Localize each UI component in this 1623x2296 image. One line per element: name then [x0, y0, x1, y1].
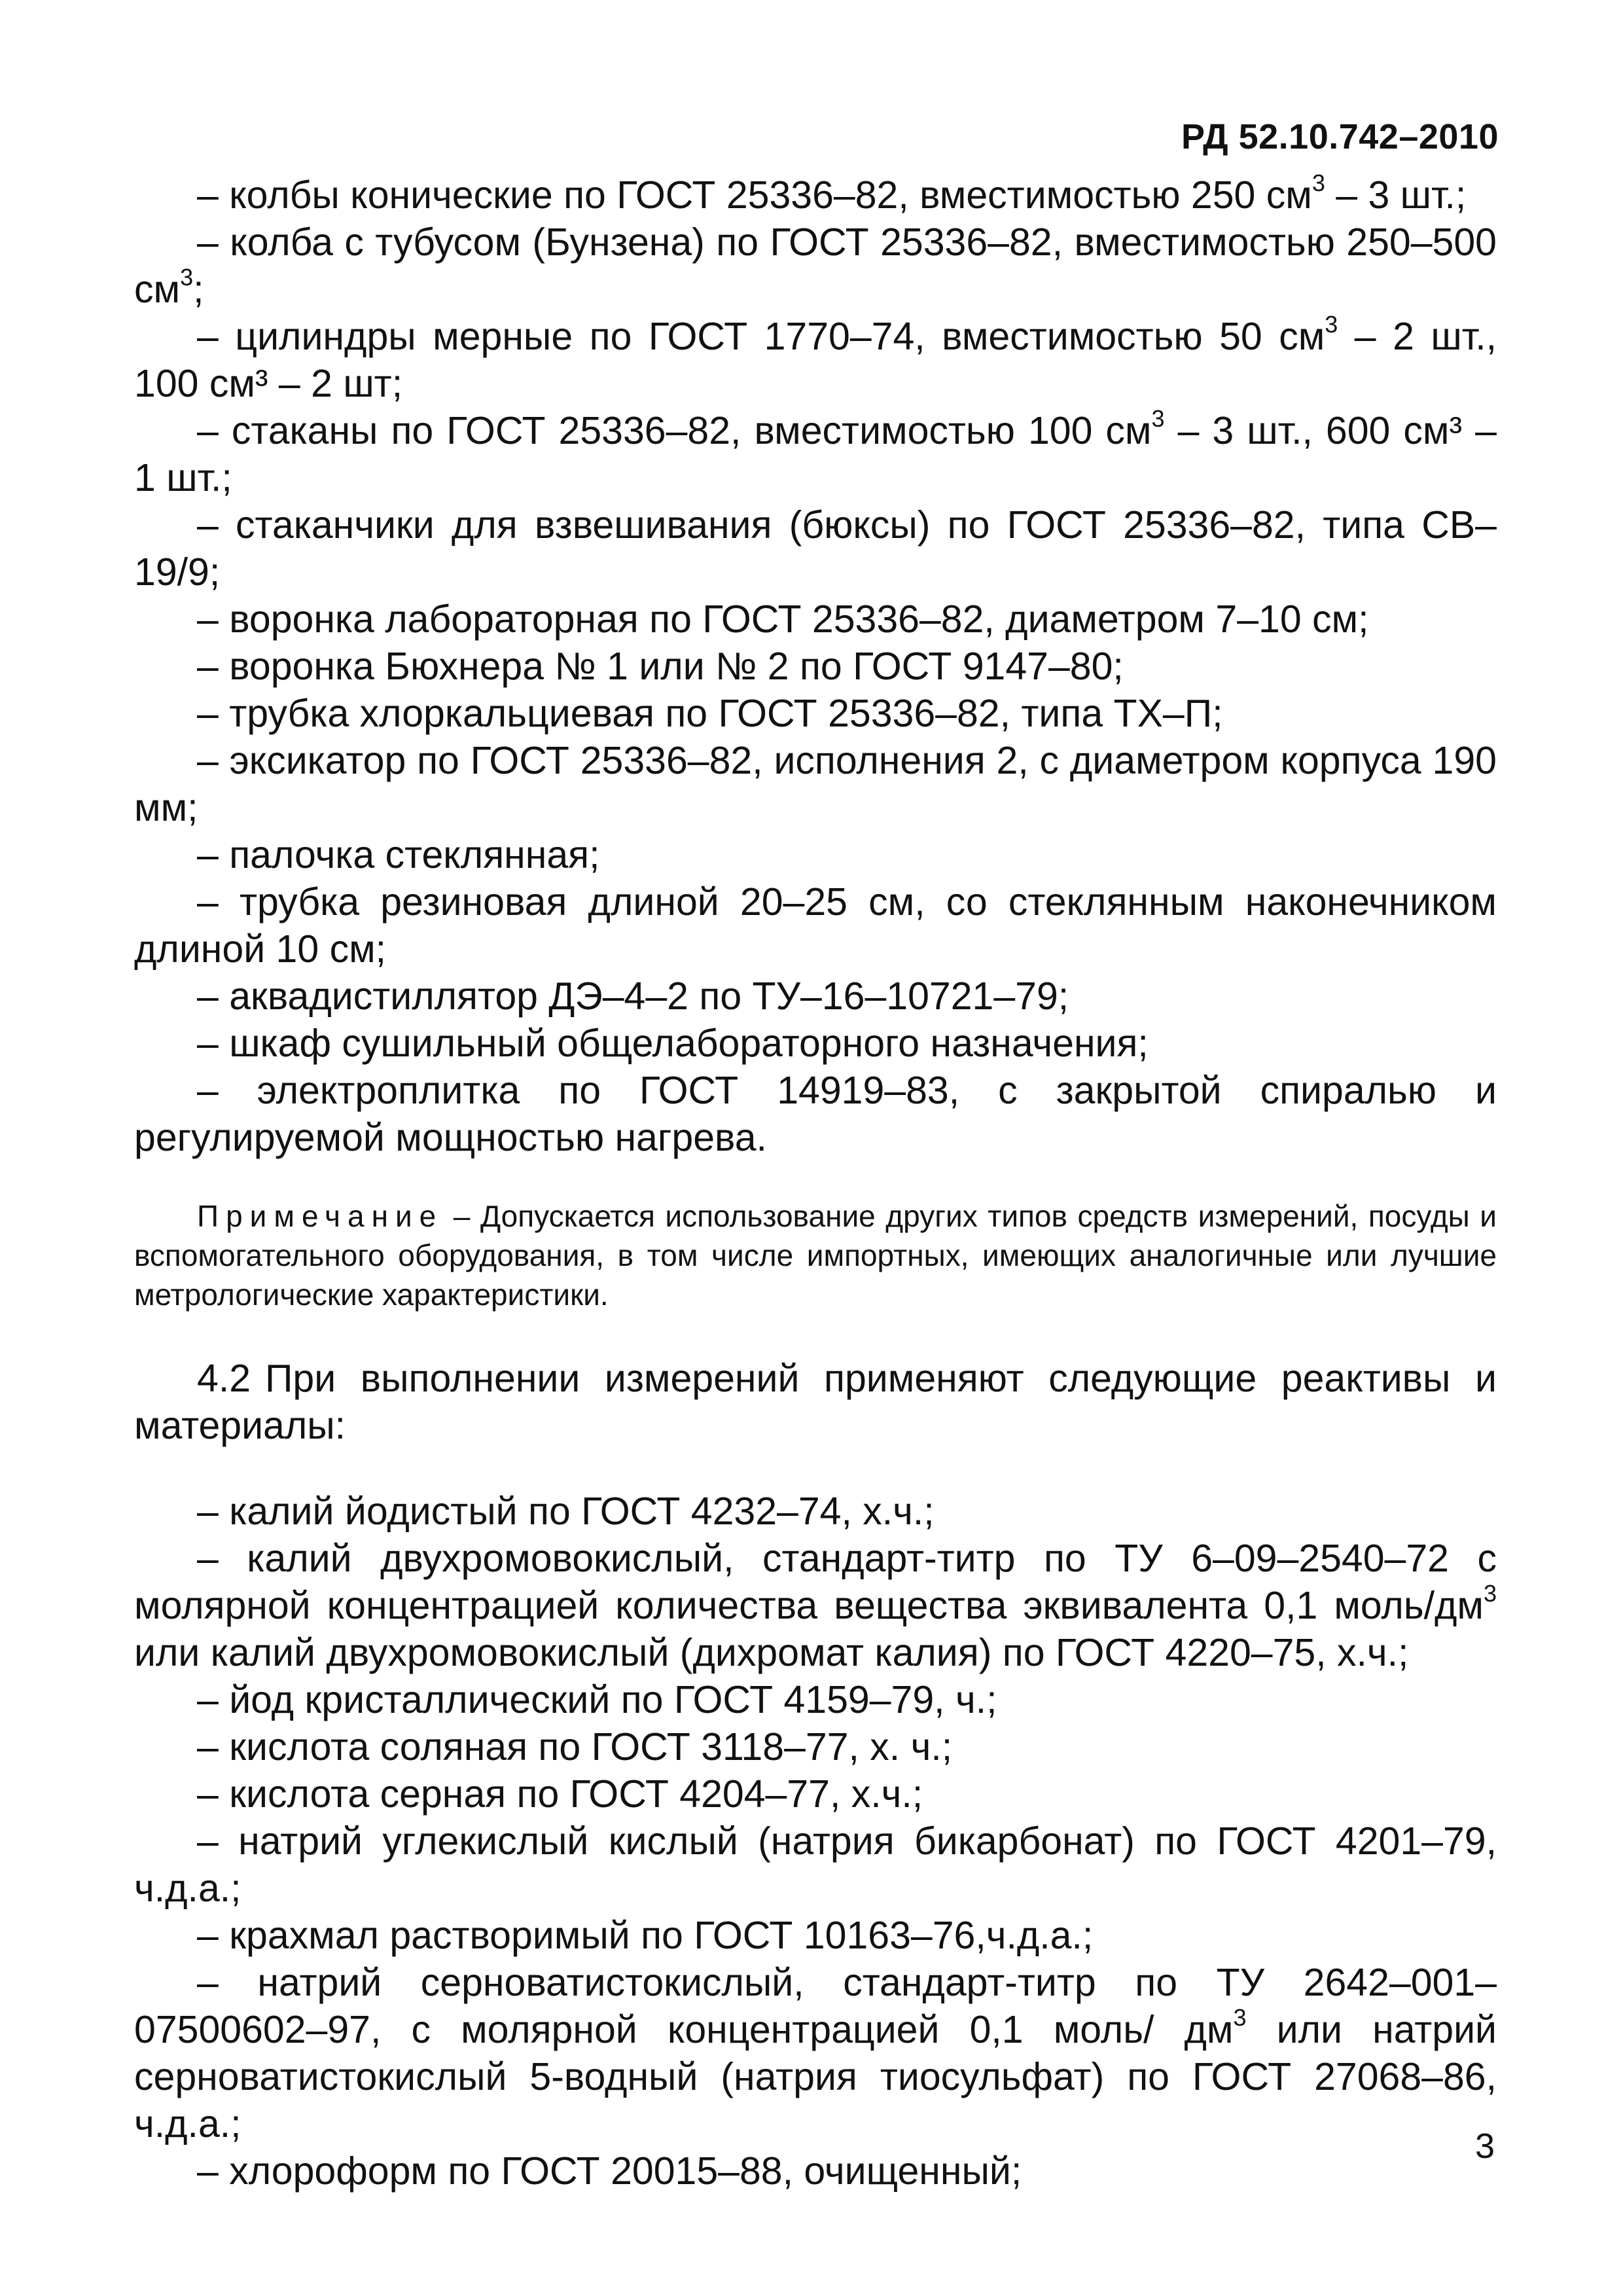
list-item: – натрий углекислый кислый (натрия бикарбонат) по ГОСТ 4201–79, ч.д.а.;	[134, 1820, 1497, 1910]
list-item: – трубка резиновая длиной 20–25 см, со стеклянным наконечником длиной 10 см;	[134, 880, 1497, 971]
list-item: – аквадистиллятор ДЭ–4–2 по ТУ–16–10721–79;	[197, 975, 1069, 1018]
list-item: – колба с тубусом (Бунзена) по ГОСТ 25336–82, вместимостью 250–500 $см^3$;	[134, 221, 1497, 311]
list-item: – йод кристаллический по ГОСТ 4159–79, ч.;	[197, 1678, 997, 1721]
list-item: – трубка хлоркальциевая по ГОСТ 25336–82, типа ТХ–П;	[197, 692, 1223, 735]
list-item: – кислота соляная по ГОСТ 3118–77, х. ч.;	[197, 1725, 953, 1768]
section-number: 4.2	[197, 1357, 251, 1400]
list-item: – воронка Бюхнера № 1 или № 2 по ГОСТ 9147–80;	[197, 645, 1124, 688]
note-label: Примечание	[197, 1199, 444, 1233]
page-number: 3	[1474, 2126, 1495, 2166]
list-item: – хлороформ по ГОСТ 20015–88, очищенный;	[197, 2149, 1022, 2193]
list-item: – цилиндры мерные по ГОСТ 1770–74, вместимостью 50 $см^3 - 2$ шт., 100 см³ – 2 шт;	[134, 311, 1497, 405]
list-item: – калий йодистый по ГОСТ 4232–74, х.ч.;	[197, 1490, 935, 1533]
section-heading	[134, 1355, 1497, 1449]
note-paragraph	[134, 1196, 1497, 1314]
note-text: – Допускается использование других типов средств измерений, посуды и вспомогательного оборудования, в том числе импортных, имеющих аналогичные или лучшие метрологические характеристики.	[134, 1199, 1497, 1312]
list-item: – электроплитка по ГОСТ 14919–83, с закрытой спиралью и регулируемой мощностью нагрева.	[134, 1069, 1497, 1159]
list-item: – натрий серноватистокислый, стандарт-титр по ТУ 2642–001–07500602–97, с молярной концентрацией 0,1 моль/ $дм^3$ или натрий серноватистокислый 5-водный (натрия тиосульфат) по ГОСТ 27068–86, ч.д.а.;	[134, 1961, 1497, 2145]
equipment-list	[134, 171, 1497, 1161]
list-item: – шкаф сушильный общелабораторного назначения;	[197, 1022, 1149, 1065]
page-content	[134, 171, 1497, 2195]
list-item: – стаканы по ГОСТ 25336–82, вместимостью 100 $см^3 - 3$ шт., 600 см³ – 1 шт.;	[134, 405, 1497, 499]
list-item: – стаканчики для взвешивания (бюксы) по ГОСТ 25336–82, типа СВ–19/9;	[134, 503, 1497, 594]
reagents-list	[134, 1488, 1497, 2195]
list-item: – палочка стеклянная;	[197, 833, 600, 876]
document-code-header: РД 52.10.742–2010	[1181, 117, 1499, 156]
list-item: – кислота серная по ГОСТ 4204–77, х.ч.;	[197, 1772, 923, 1816]
list-item: – эксикатор по ГОСТ 25336–82, исполнения 2, с диаметром корпуса 190 мм;	[134, 739, 1497, 829]
section-heading-text: При выполнении измерений применяют следующие реактивы и материалы:	[134, 1357, 1497, 1447]
list-item: – воронка лабораторная по ГОСТ 25336–82, диаметром 7–10 см;	[197, 598, 1369, 641]
list-item: – крахмал растворимый по ГОСТ 10163–76,ч.д.а.;	[197, 1914, 1094, 1957]
list-item: – колбы конические по ГОСТ 25336–82, вместимостью 250 $см^3 - 3$ шт.;	[197, 170, 1467, 217]
list-item: – калий двухромовокислый, стандарт-титр по ТУ 6–09–2540–72 с молярной концентрацией количества вещества эквивалента 0,1 моль/$дм^3$ или калий двухромовокислый (дихромат калия) по ГОСТ 4220–75, х.ч.;	[134, 1537, 1497, 1674]
